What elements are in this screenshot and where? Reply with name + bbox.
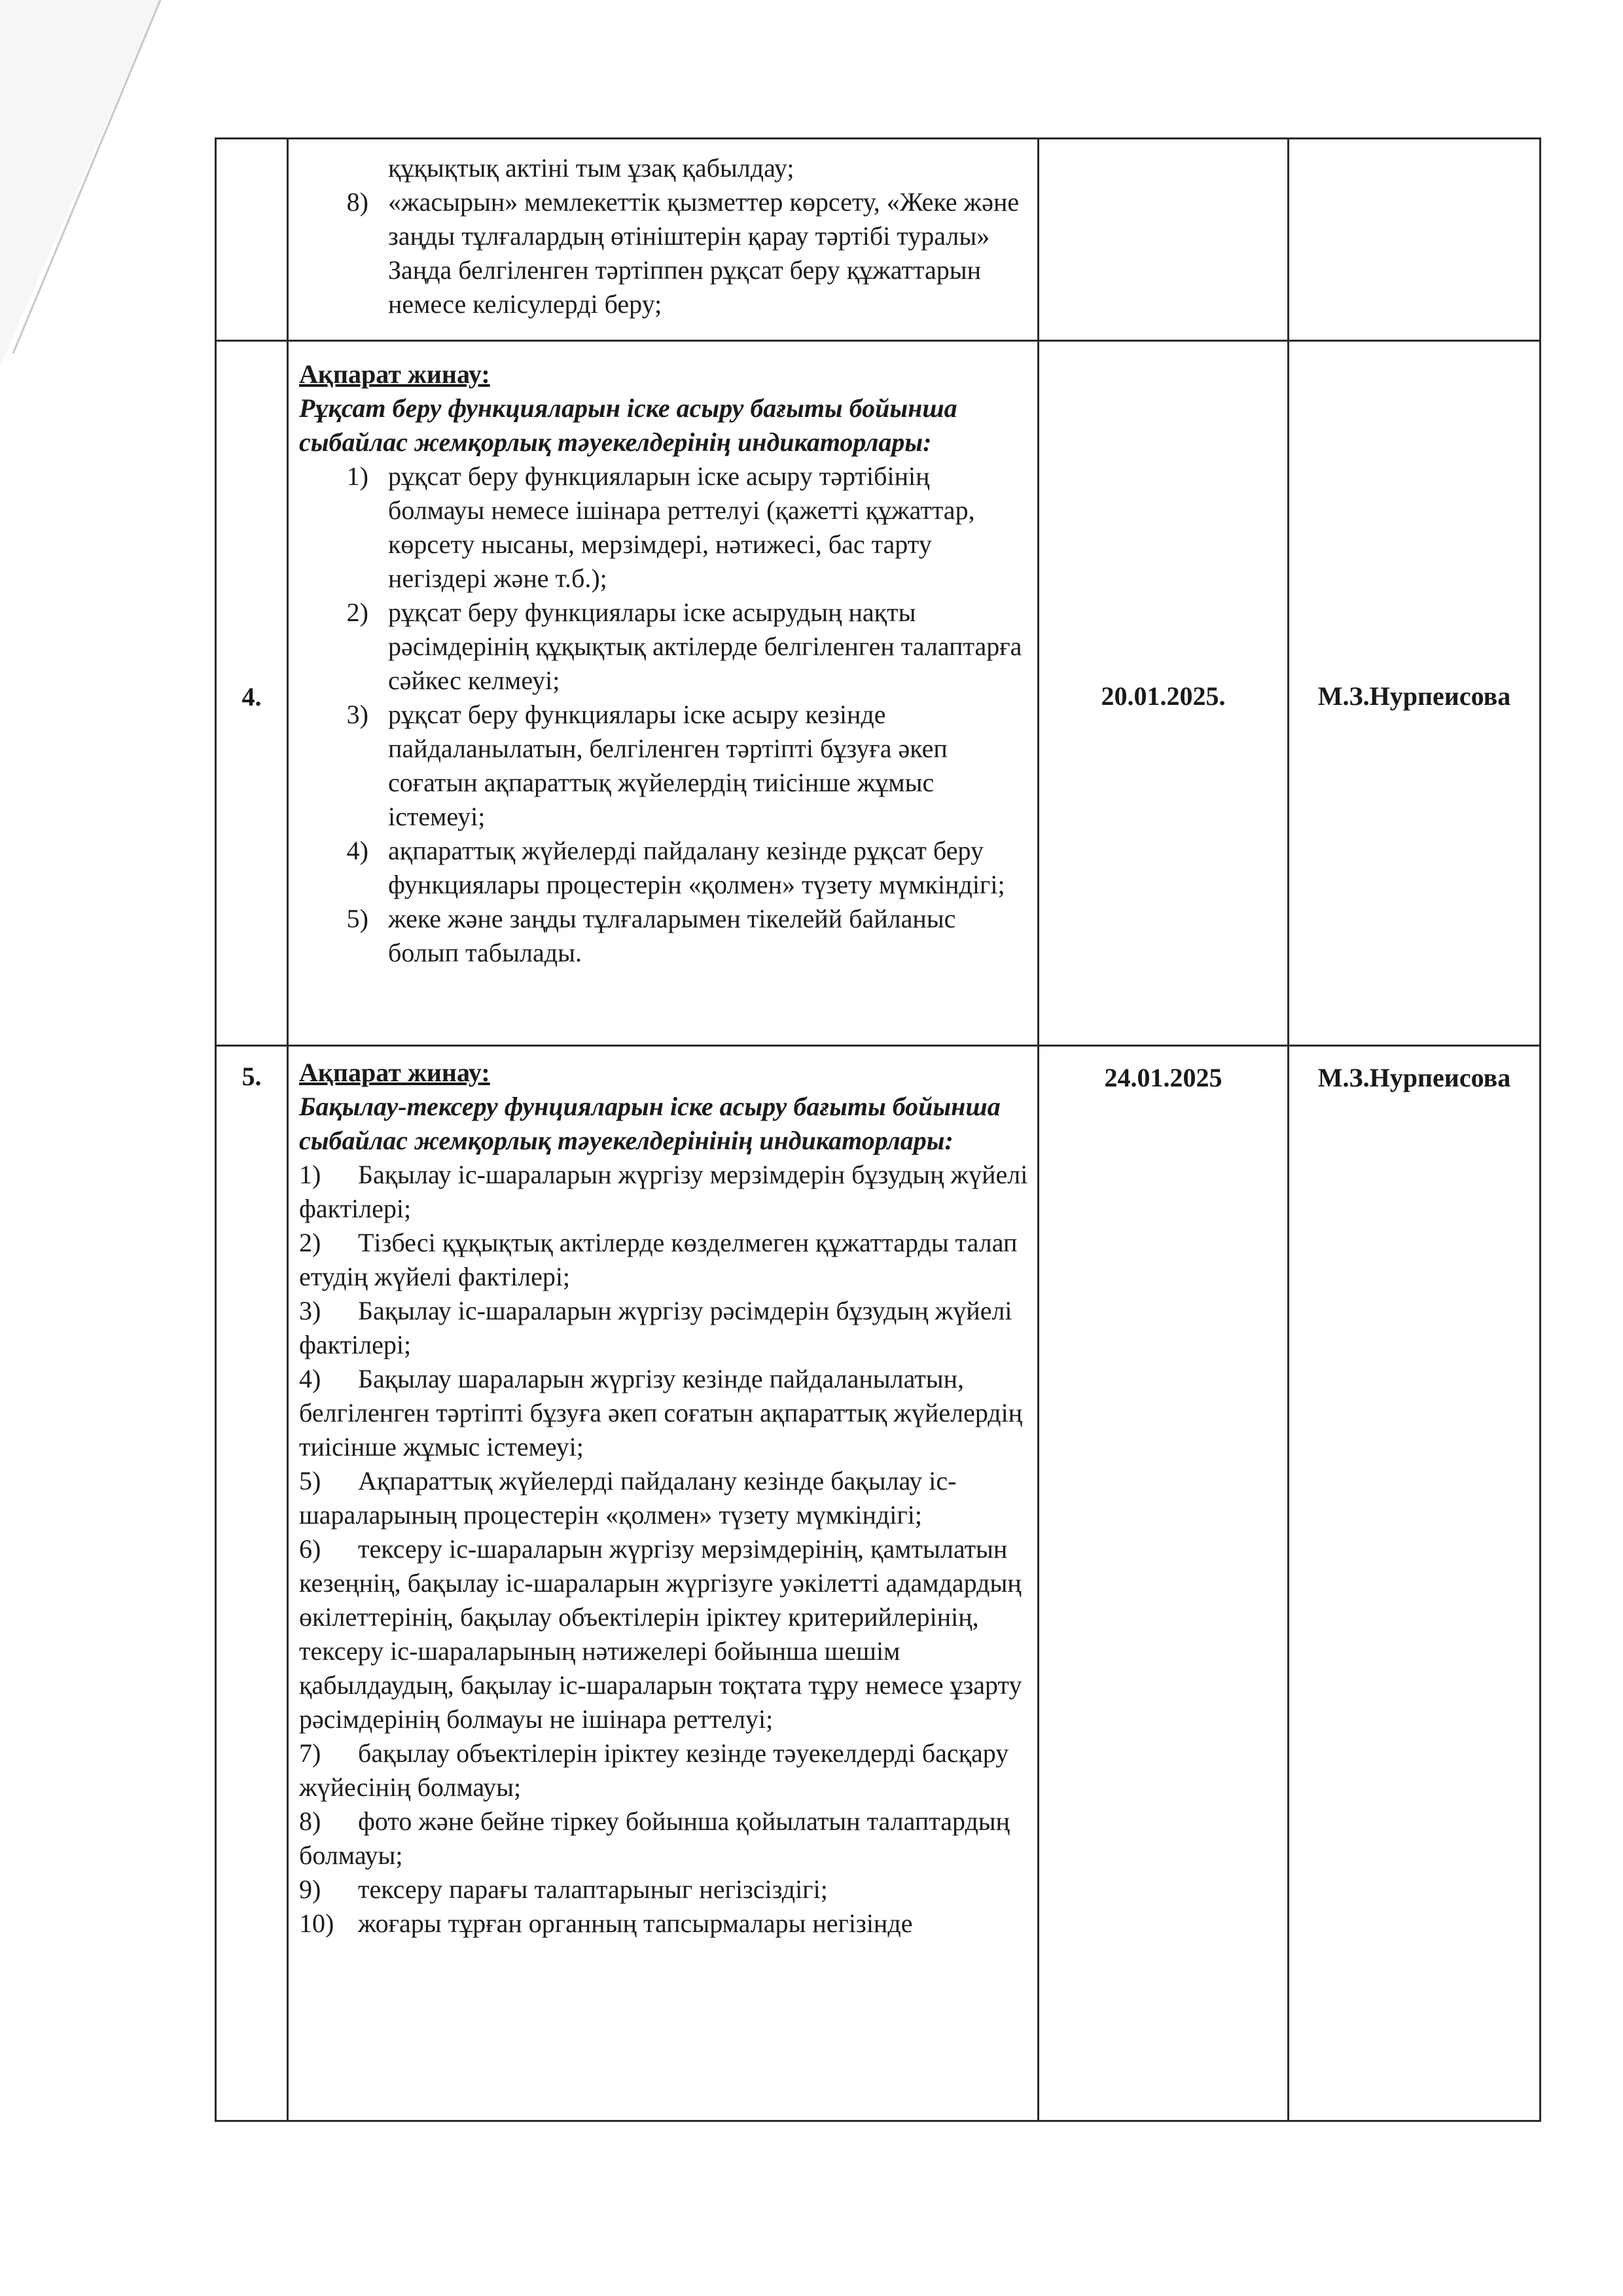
section-heading: Ақпарат жинау: xyxy=(299,1058,490,1087)
list-item-text: ақпараттық жүйелерді пайдалану кезінде рұқсат беру функциялары процестерін «қолмен» түзету мүмкіндігі; xyxy=(388,836,1005,899)
list-item-number xyxy=(304,151,388,185)
list-item xyxy=(299,1362,1028,1464)
list-item xyxy=(299,1294,1028,1362)
list-item-text: Бақылау шараларын жүргізу кезінде пайдаланылатын, белгіленген тәртіпті бұзуға әкеп соғатын ақпараттық жүйелердің тиісінше жұмыс істемеуі; xyxy=(299,1364,1023,1462)
list-item xyxy=(299,1158,1028,1226)
row-content xyxy=(288,1046,1039,2121)
list-item-text: бақылау объектілерін іріктеу кезінде тәуекелдерді басқару жүйесінің болмауы; xyxy=(299,1738,1009,1802)
list-item-number: 4) xyxy=(299,1364,321,1393)
list-item-number: 5) xyxy=(346,904,368,933)
list-item-text: жеке және заңды тұлғаларымен тікелейй байланыс болып табылады. xyxy=(388,904,956,967)
list-item xyxy=(299,1464,1028,1532)
list-item-text: Бақылау іс-шараларын жүргізу рәсімдерін бұзудың жүйелі фактілері; xyxy=(299,1296,1012,1359)
row-date xyxy=(1039,139,1289,341)
list-item xyxy=(299,1736,1028,1804)
list-item-number: 4) xyxy=(346,836,368,865)
list-item xyxy=(299,1804,1028,1873)
list-item xyxy=(299,1226,1028,1294)
list-item-text: жоғары тұрған органның тапсырмалары негізінде xyxy=(358,1909,913,1938)
list-item-number: 7) xyxy=(299,1738,321,1768)
row-content xyxy=(288,341,1039,1046)
list-item-text: рұқсат беру функцияларын іске асыру тәртібінің болмауы немесе ішінара реттелуі (қажетті құжаттар, көрсету нысаны, мерзімдері, нәтижесі, бас тарту негіздері және т.б.); xyxy=(388,461,975,593)
list-item-number: 10) xyxy=(299,1909,334,1938)
table-row xyxy=(216,341,1541,1046)
row-responsible: М.З.Нурпеисова xyxy=(1289,1046,1541,2121)
section-heading: Ақпарат жинау: xyxy=(299,359,490,389)
list-item-text: Тізбесі құқықтық актілерде көзделмеген құжаттарды талап етудің жүйелі фактілері; xyxy=(299,1228,1018,1291)
list-item-number: 2) xyxy=(299,1228,321,1257)
list-item xyxy=(299,1907,1028,1941)
list-item xyxy=(346,834,1028,902)
list-item-number: 5) xyxy=(299,1466,321,1496)
plan-table xyxy=(215,137,1541,2122)
list-item-number: 3) xyxy=(299,1296,321,1325)
list-item xyxy=(346,596,1028,698)
list-item xyxy=(299,1873,1028,1907)
list-item-text: рұқсат беру функциялары іске асырудың нақты рәсімдерінің құқықтық актілерде белгіленген талаптарға сәйкес келмеуі; xyxy=(388,598,1022,695)
table-row xyxy=(216,139,1541,341)
list-item-text: Ақпараттық жүйелерді пайдалану кезінде бақылау іс-шараларының процестерін «қолмен» түзету мүмкіндігі; xyxy=(299,1466,957,1530)
list-item xyxy=(368,151,1028,185)
list-item-number: 1) xyxy=(299,1160,321,1189)
list-item-number: 8) xyxy=(299,1806,321,1836)
row-number: 4. xyxy=(216,341,288,1046)
section-subheading: Рұқсат беру функцияларын іске асыру бағыты бойынша сыбайлас жемқорлық тәуекелдерінің индикаторлары: xyxy=(299,393,957,457)
list-item-text: фото және бейне тіркеу бойынша қойылатын талаптардың болмауы; xyxy=(299,1806,1010,1870)
row-date: 20.01.2025. xyxy=(1039,341,1289,1046)
list-item-text: «жасырын» мемлекеттік қызметтер көрсету, «Жеке және заңды тұлғалардың өтініштерін қарау тәртібі туралы» Заңда белгіленген тәртіппен рұқсат беру құжаттарын немесе келісулерді беру; xyxy=(388,187,1020,319)
section-subheading: Бақылау-тексеру фунцияларын іске асыру бағыты бойынша сыбайлас жемқорлық тәуекелдерінінің индикаторлары: xyxy=(299,1092,1001,1155)
row-content xyxy=(288,139,1039,341)
list-item-number: 9) xyxy=(299,1874,321,1904)
list-item-text: тексеру парағы талаптарыныг негізсіздігі; xyxy=(358,1874,828,1904)
list-item-number: 8) xyxy=(346,187,368,217)
list-item xyxy=(346,185,1028,321)
row-number: 5. xyxy=(216,1046,288,2121)
row-date: 24.01.2025 xyxy=(1039,1046,1289,2121)
list-item-number: 2) xyxy=(346,598,368,627)
row-responsible: М.З.Нурпеисова xyxy=(1289,341,1541,1046)
list-item-text: құқықтық актіні тым ұзақ қабылдау; xyxy=(388,153,794,183)
table-row xyxy=(216,1046,1541,2121)
list-item-number: 3) xyxy=(346,700,368,729)
list-item-number: 6) xyxy=(299,1534,321,1564)
list-item xyxy=(299,1532,1028,1736)
list-item-text: тексеру іс-шараларын жүргізу мерзімдерінің, қамтылатын кезеңнің, бақылау іс-шараларын жүргізуге уәкілетті адамдардың өкілеттерінің, бақылау объектілерін іріктеу критерийлерінің, тексеру іс-шараларының нәтижелері бойынша шешім қабылдаудың, бақылау іс-шараларын тоқтата тұру немесе ұзарту рәсімдерінің болмауы не ішінара реттелуі; xyxy=(299,1534,1022,1734)
list-item-number: 1) xyxy=(346,461,368,491)
row-responsible xyxy=(1289,139,1541,341)
row-number xyxy=(216,139,288,341)
list-item xyxy=(346,902,1028,970)
list-item-text: рұқсат беру функциялары іске асыру кезінде пайдаланылатын, белгіленген тәртіпті бұзуға әкеп соғатын ақпараттық жүйелердің тиісінше жұмыс істемеуі; xyxy=(388,700,948,831)
list-item xyxy=(346,698,1028,834)
list-item-text: Бақылау іс-шараларын жүргізу мерзімдерін бұзудың жүйелі фактілері; xyxy=(299,1160,1028,1223)
list-item xyxy=(346,459,1028,596)
